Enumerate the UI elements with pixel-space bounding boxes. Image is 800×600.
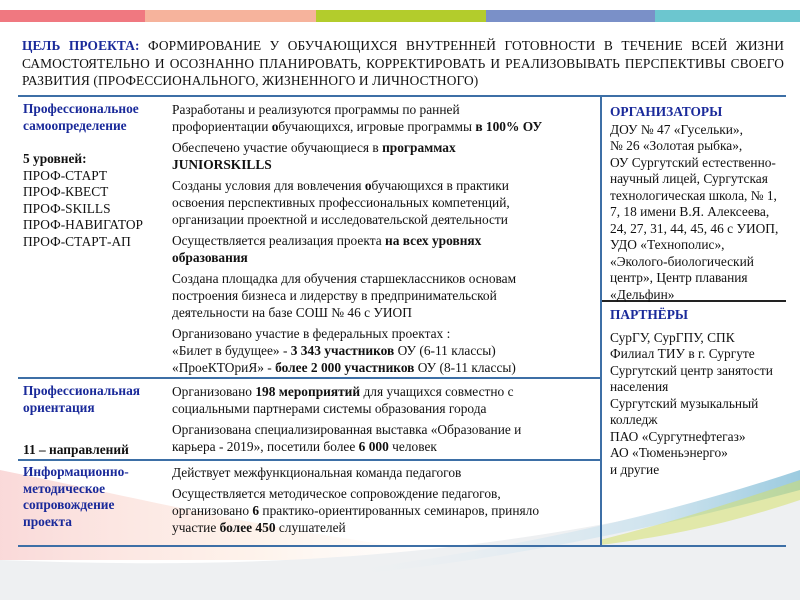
text-segment: Созданы условия для вовлечения xyxy=(172,178,365,193)
text-segment: карьера - 2019», посетили более xyxy=(172,439,359,454)
level-item: ПРОФ-СТАРТ-АП xyxy=(23,233,131,249)
organizer-line: технологическая школа, № 1, xyxy=(610,187,777,203)
row-heading-line: методическое xyxy=(23,480,106,496)
organizer-line: научный лицей, Сургутская xyxy=(610,171,768,186)
row-subheading: 11 – направлений xyxy=(23,442,129,457)
text-segment: бучающихся, игровые программы xyxy=(278,119,476,134)
row-content-cell xyxy=(172,383,597,459)
organizer-line: ДОУ № 47 «Гусельки», xyxy=(610,121,743,137)
text-segment: Осуществляется реализация проекта xyxy=(172,233,385,248)
achievement-item xyxy=(172,421,597,455)
row-heading-cell xyxy=(23,464,163,530)
text-segment: образования xyxy=(172,250,248,265)
goal-text: ФОРМИРОВАНИЕ У ОБУЧАЮЩИХСЯ ВНУТРЕННЕЙ ГОТОВНОСТИ В ТЕЧЕНИЕ ВСЕЙ ЖИЗНИ САМОСТОЯТЕЛЬНО И ОСОЗНАННО ПЛАНИРОВАТЬ, КОРРЕКТИРОВАТЬ И РЕАЛИЗОВЫВАТЬ ПЕРСПЕКТИВЫ СВОЕГО РАЗВИТИЯ (ПРОФЕССИОНАЛЬНОГО, ЖИЗНЕННОГО И ЛИЧНОСТНОГО) xyxy=(22,38,784,88)
partner-line: ПАО «Сургутнефтегаз» xyxy=(610,428,746,444)
organizer-line: центр», Центр плавания xyxy=(610,270,748,285)
header-stripe-segment xyxy=(316,10,486,22)
text-segment: ОУ (8-11 классы) xyxy=(414,360,516,375)
achievement-item xyxy=(172,270,597,321)
text-segment: «Билет в будущее» - xyxy=(172,343,291,358)
achievement-line xyxy=(172,438,597,455)
row-heading-line: проекта xyxy=(23,513,72,529)
organizer-line: «Эколого-биологический xyxy=(610,253,754,269)
text-segment: профориентации xyxy=(172,119,272,134)
partner-line: Филиал ТИУ в г. Сургуте xyxy=(610,346,755,361)
text-segment: более 450 xyxy=(219,520,276,535)
row-heading-cell xyxy=(23,101,163,250)
organizer-line: 7, 18 имени В.Я. Алексеева, xyxy=(610,204,770,219)
achievement-item xyxy=(172,177,597,228)
header-stripe-segment xyxy=(486,10,655,22)
achievement-line xyxy=(172,177,597,194)
row-heading-line: сопровождение xyxy=(23,497,115,512)
achievement-line xyxy=(172,270,597,287)
organizer-line: УДО «Технополис», xyxy=(610,237,725,252)
organizer-line: «Дельфин» xyxy=(610,286,675,302)
organizers-section xyxy=(610,104,790,303)
text-segment: 6 xyxy=(252,503,260,518)
row-heading-line: самоопределение xyxy=(23,117,127,133)
text-segment: 3 343 участников xyxy=(290,343,395,358)
row-heading-line: Профессиональное xyxy=(23,101,139,116)
row-divider xyxy=(18,459,600,461)
text-segment: практико-ориентированных семинаров, приняло xyxy=(259,503,540,518)
achievement-item xyxy=(172,232,597,266)
level-item: ПРОФ-НАВИГАТОР xyxy=(23,217,143,232)
text-segment: освоения перспективных профессиональных компетенций, xyxy=(172,195,510,210)
table-top-rule xyxy=(18,95,786,97)
organizer-line: 24, 27, 31, 44, 45, 46 с УИОП, xyxy=(610,220,779,236)
achievement-line xyxy=(172,304,597,321)
text-segment: более 2 000 участников xyxy=(275,360,415,375)
achievement-line xyxy=(172,211,597,228)
achievement-line xyxy=(172,232,597,249)
partner-line: СурГУ, СурГПУ, СПК xyxy=(610,329,735,345)
text-segment: организовано xyxy=(172,503,253,518)
achievement-line xyxy=(172,519,597,536)
achievement-item xyxy=(172,101,597,135)
achievement-line xyxy=(172,101,597,118)
row-heading-line: ориентация xyxy=(23,399,95,415)
text-segment: для учащихся совместно с xyxy=(360,384,514,399)
achievement-line xyxy=(172,342,597,359)
achievement-line xyxy=(172,249,597,266)
header-stripe-segment xyxy=(145,10,316,22)
text-segment: о xyxy=(271,119,279,134)
text-segment: Осуществляется методическое сопровождение педагогов, xyxy=(172,486,501,501)
achievement-line xyxy=(172,156,597,173)
text-segment: Действует межфункциональная команда педагогов xyxy=(172,465,462,480)
partner-line: Сургутский центр занятости xyxy=(610,362,773,378)
table-bottom-rule xyxy=(18,545,786,547)
text-segment: Обеспечено участие обучающиеся в xyxy=(172,140,383,155)
level-item: ПРОФ-КВЕСТ xyxy=(23,184,109,199)
column-divider xyxy=(600,95,602,547)
partner-line: АО «Тюменьэнерго» xyxy=(610,445,728,460)
row-content-cell xyxy=(172,464,597,540)
achievement-item xyxy=(172,464,597,481)
goal-label: ЦЕЛЬ ПРОЕКТА: xyxy=(22,38,140,53)
text-segment: бучающихся в практики xyxy=(371,178,509,193)
organizer-line: № 26 «Золотая рыбка», xyxy=(610,138,743,153)
partners-heading: ПАРТНЁРЫ xyxy=(610,307,689,322)
organizer-line: ОУ Сургутский естественно- xyxy=(610,154,776,170)
row-heading-cell xyxy=(23,383,163,459)
organizers-heading: ОРГАНИЗАТОРЫ xyxy=(610,104,723,119)
text-segment: Организовано участие в федеральных проектах : xyxy=(172,326,451,341)
achievement-line xyxy=(172,118,597,135)
project-goal xyxy=(22,37,784,90)
achievement-line xyxy=(172,421,597,438)
achievement-line xyxy=(172,194,597,211)
text-segment: программах xyxy=(382,140,456,155)
header-stripe-segment xyxy=(655,10,800,22)
text-segment: Организовано xyxy=(172,384,256,399)
partner-line: колледж xyxy=(610,412,658,427)
row-heading-line: Информационно- xyxy=(23,464,129,479)
text-segment: человек xyxy=(388,439,437,454)
text-segment: JUNIORSKILLS xyxy=(172,157,272,172)
achievement-item xyxy=(172,383,597,417)
text-segment: на всех уровнях xyxy=(385,233,482,248)
achievement-item xyxy=(172,485,597,536)
achievement-line xyxy=(172,502,597,519)
partner-line: населения xyxy=(610,379,669,394)
achievement-line xyxy=(172,139,597,156)
level-item: ПРОФ-SKILLS xyxy=(23,200,111,216)
achievement-item xyxy=(172,139,597,173)
text-segment: деятельности на базе СОШ № 46 с УИОП xyxy=(172,305,412,320)
text-segment: в 100% ОУ xyxy=(475,119,543,134)
text-segment: Разработаны и реализуются программы по ранней xyxy=(172,102,460,117)
row-subheading: 5 уровней: xyxy=(23,151,87,166)
text-segment: Создана площадка для обучения старшеклассников основам xyxy=(172,271,517,286)
header-stripe-segment xyxy=(0,10,145,22)
achievement-line xyxy=(172,287,597,304)
achievement-item xyxy=(172,325,597,376)
achievement-line xyxy=(172,383,597,400)
row-content-cell xyxy=(172,101,597,380)
achievement-line xyxy=(172,464,597,481)
text-segment: «ПроеКТОриЯ» - xyxy=(172,360,276,375)
text-segment: слушателей xyxy=(275,520,346,535)
partner-line: и другие xyxy=(610,461,660,477)
text-segment: социальными партнерами системы образования города xyxy=(172,401,487,416)
achievement-line xyxy=(172,485,597,502)
partner-line: Сургутский музыкальный xyxy=(610,395,759,411)
text-segment: 198 мероприятий xyxy=(255,384,361,399)
text-segment: 6 000 xyxy=(358,439,389,454)
achievement-line xyxy=(172,359,597,376)
text-segment: ОУ (6-11 классы) xyxy=(394,343,496,358)
row-heading-line: Профессиональная xyxy=(23,383,141,398)
partners-section xyxy=(610,307,790,478)
text-segment: Организована специализированная выставка «Образование и xyxy=(172,422,522,437)
text-segment: о xyxy=(364,178,372,193)
text-segment: участие xyxy=(172,520,220,535)
text-segment: построения бизнеса и лидерству в предпринимательской xyxy=(172,288,497,303)
level-item: ПРОФ-СТАРТ xyxy=(23,167,108,183)
achievement-line xyxy=(172,400,597,417)
achievement-line xyxy=(172,325,597,342)
text-segment: организации проектной и исследовательской деятельности xyxy=(172,212,508,227)
